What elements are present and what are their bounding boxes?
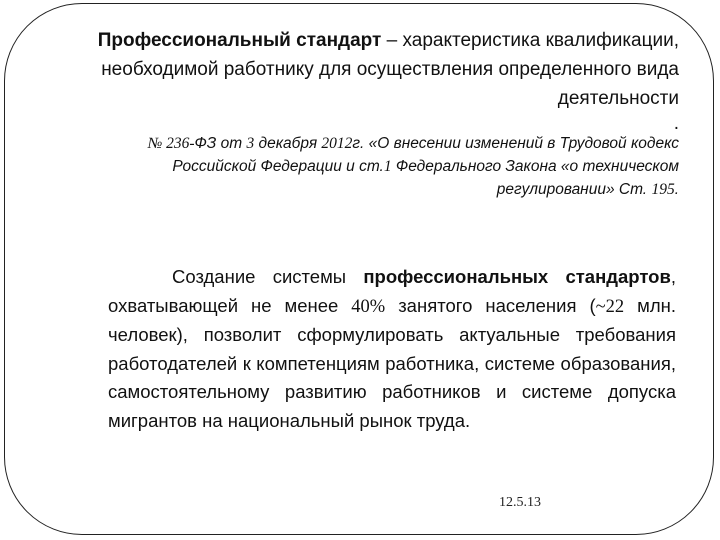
main-paragraph xyxy=(108,263,676,435)
paragraph-approx: ~22 xyxy=(595,296,625,317)
paragraph-text-1: Создание системы xyxy=(172,266,364,287)
citation-period: . xyxy=(674,181,679,198)
paragraph-text-2: , охватывающей не менее xyxy=(108,266,676,316)
paragraph-emphasis: профессиональных стандартов xyxy=(363,266,671,287)
citation-day: 3 xyxy=(246,135,255,152)
citation-article: 1 xyxy=(383,158,392,175)
slide-frame xyxy=(4,3,714,535)
paragraph-text-4: млн. человек), позволит сформулировать актуальные требования работодателей к компетенциям работника, системе образования, самостоятельному развитию работников и системе допуска мигрантов на национальный рынок труда. xyxy=(108,294,676,431)
citation-number: № 236- xyxy=(147,135,195,152)
paragraph-text-3: занятого населения ( xyxy=(385,294,596,316)
citation-text-1: ФЗ от xyxy=(194,135,247,152)
citation-year: 2012 xyxy=(321,135,353,152)
definition-period: . xyxy=(673,113,679,134)
definition-text: – характеристика квалификации, необходимой работнику для осуществления определенного вида деятельности xyxy=(101,30,679,109)
citation-text-4: Федерального Закона «о техническом регулировании» Ст. xyxy=(391,158,679,198)
citation-text-2: декабря xyxy=(254,135,322,152)
definition-block xyxy=(87,26,679,135)
slide-date: 12.5.13 xyxy=(499,495,541,510)
law-citation xyxy=(93,132,679,201)
citation-page: 195 xyxy=(651,181,675,198)
citation-text-3: г. «О внесении изменений в Трудовой кодекс Российской Федерации и ст. xyxy=(172,135,679,175)
definition-term: Профессиональный стандарт xyxy=(97,30,382,51)
paragraph-percent: 40% xyxy=(351,296,386,317)
